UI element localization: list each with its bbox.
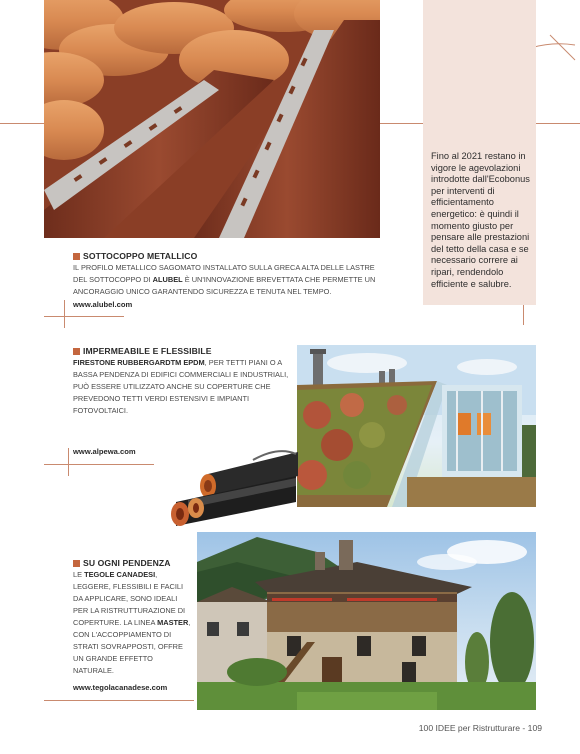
section1-body-prefix: IL PROFILO METALLICO SAGOMATO INSTALLATO SULLA GRECA ALTA DELLE LASTRE DEL SOTTOCOPPO DI bbox=[73, 263, 375, 284]
section2-title-text: IMPERMEABILE E FLESSIBILE bbox=[83, 346, 212, 356]
section3-title bbox=[73, 558, 171, 568]
section1-body-suffix: È UN'INNOVAZIONE BREVETTATA CHE PERMETTE UN ANCORAGGIO UNICO GARANTENDO SICUREZZA E TENUTA NEL TEMPO. bbox=[73, 275, 376, 296]
decor-line-under-section1-v bbox=[64, 300, 65, 328]
section3-body-prefix: LE bbox=[73, 570, 85, 579]
section3-brand2: MASTER bbox=[157, 618, 189, 627]
decor-line-section3 bbox=[44, 700, 194, 701]
section3-body-mid: , LEGGERE, FLESSIBILI E FACILI DA APPLICARE, SONO IDEALI PER LA RISTRUTTURAZIONE DI COPERTURE. LA LINEA bbox=[73, 570, 186, 627]
section1-brand: ALUBEL bbox=[152, 275, 183, 284]
sidebar-text: Fino al 2021 restano in vigore le agevolazioni introdotte dall'Ecobonus per interventi di efficientamento energetico: è quindi il momento giusto per pensare alle prestazioni del tetto della casa e se necessario correre ai ripari, rendendolo efficiente e salubre. bbox=[431, 151, 530, 289]
section1-body bbox=[73, 262, 378, 298]
section3-url[interactable]: www.tegolacanadese.com bbox=[73, 683, 168, 692]
decor-line-top-left bbox=[0, 123, 44, 124]
photo-house-canadian-shingles bbox=[197, 532, 536, 710]
photo-green-roof bbox=[297, 345, 536, 507]
section3-body-suffix: , CON L'ACCOPPIAMENTO DI STRATI SOVRAPPOSTI, OFFRE UN GRANDE EFFETTO NATURALE. bbox=[73, 618, 191, 675]
decor-line-under-section1 bbox=[44, 316, 124, 317]
section2-title bbox=[73, 346, 212, 356]
bullet-square-icon bbox=[73, 560, 80, 567]
page-footer: 100 IDEE per Ristrutturare - 109 bbox=[418, 723, 542, 733]
section3-title-text: SU OGNI PENDENZA bbox=[83, 558, 171, 568]
section2-brand: FIRESTONE RUBBERGARDTM EPDM bbox=[73, 358, 205, 367]
section3-body bbox=[73, 569, 191, 677]
section1-url[interactable]: www.alubel.com bbox=[73, 300, 133, 309]
section1-title-text: SOTTOCOPPO METALLICO bbox=[83, 251, 198, 261]
photo-epdm-rolls bbox=[168, 446, 298, 526]
section2-url[interactable]: www.alpewa.com bbox=[73, 447, 136, 456]
section2-body bbox=[73, 357, 295, 417]
decor-line-under-section2-v bbox=[68, 448, 69, 476]
bullet-square-icon bbox=[73, 348, 80, 355]
section1-title bbox=[73, 251, 197, 261]
section2-body-text: , PER TETTI PIANI O A BASSA PENDENZA DI EDIFICI COMMERCIALI E INDUSTRIALI, PUÒ ESSERE UTILIZZATO ANCHE SU COPERTURE CHE PREVEDONO TETTI VERDI ESTENSIVI E IMPIANTI FOTOVOLTAICI. bbox=[73, 358, 289, 415]
bullet-square-icon bbox=[73, 253, 80, 260]
decor-line-under-section2 bbox=[44, 464, 154, 465]
section3-brand1: TEGOLE CANADESI bbox=[84, 570, 156, 579]
photo-roof-tiles-metal-profile bbox=[44, 0, 380, 238]
